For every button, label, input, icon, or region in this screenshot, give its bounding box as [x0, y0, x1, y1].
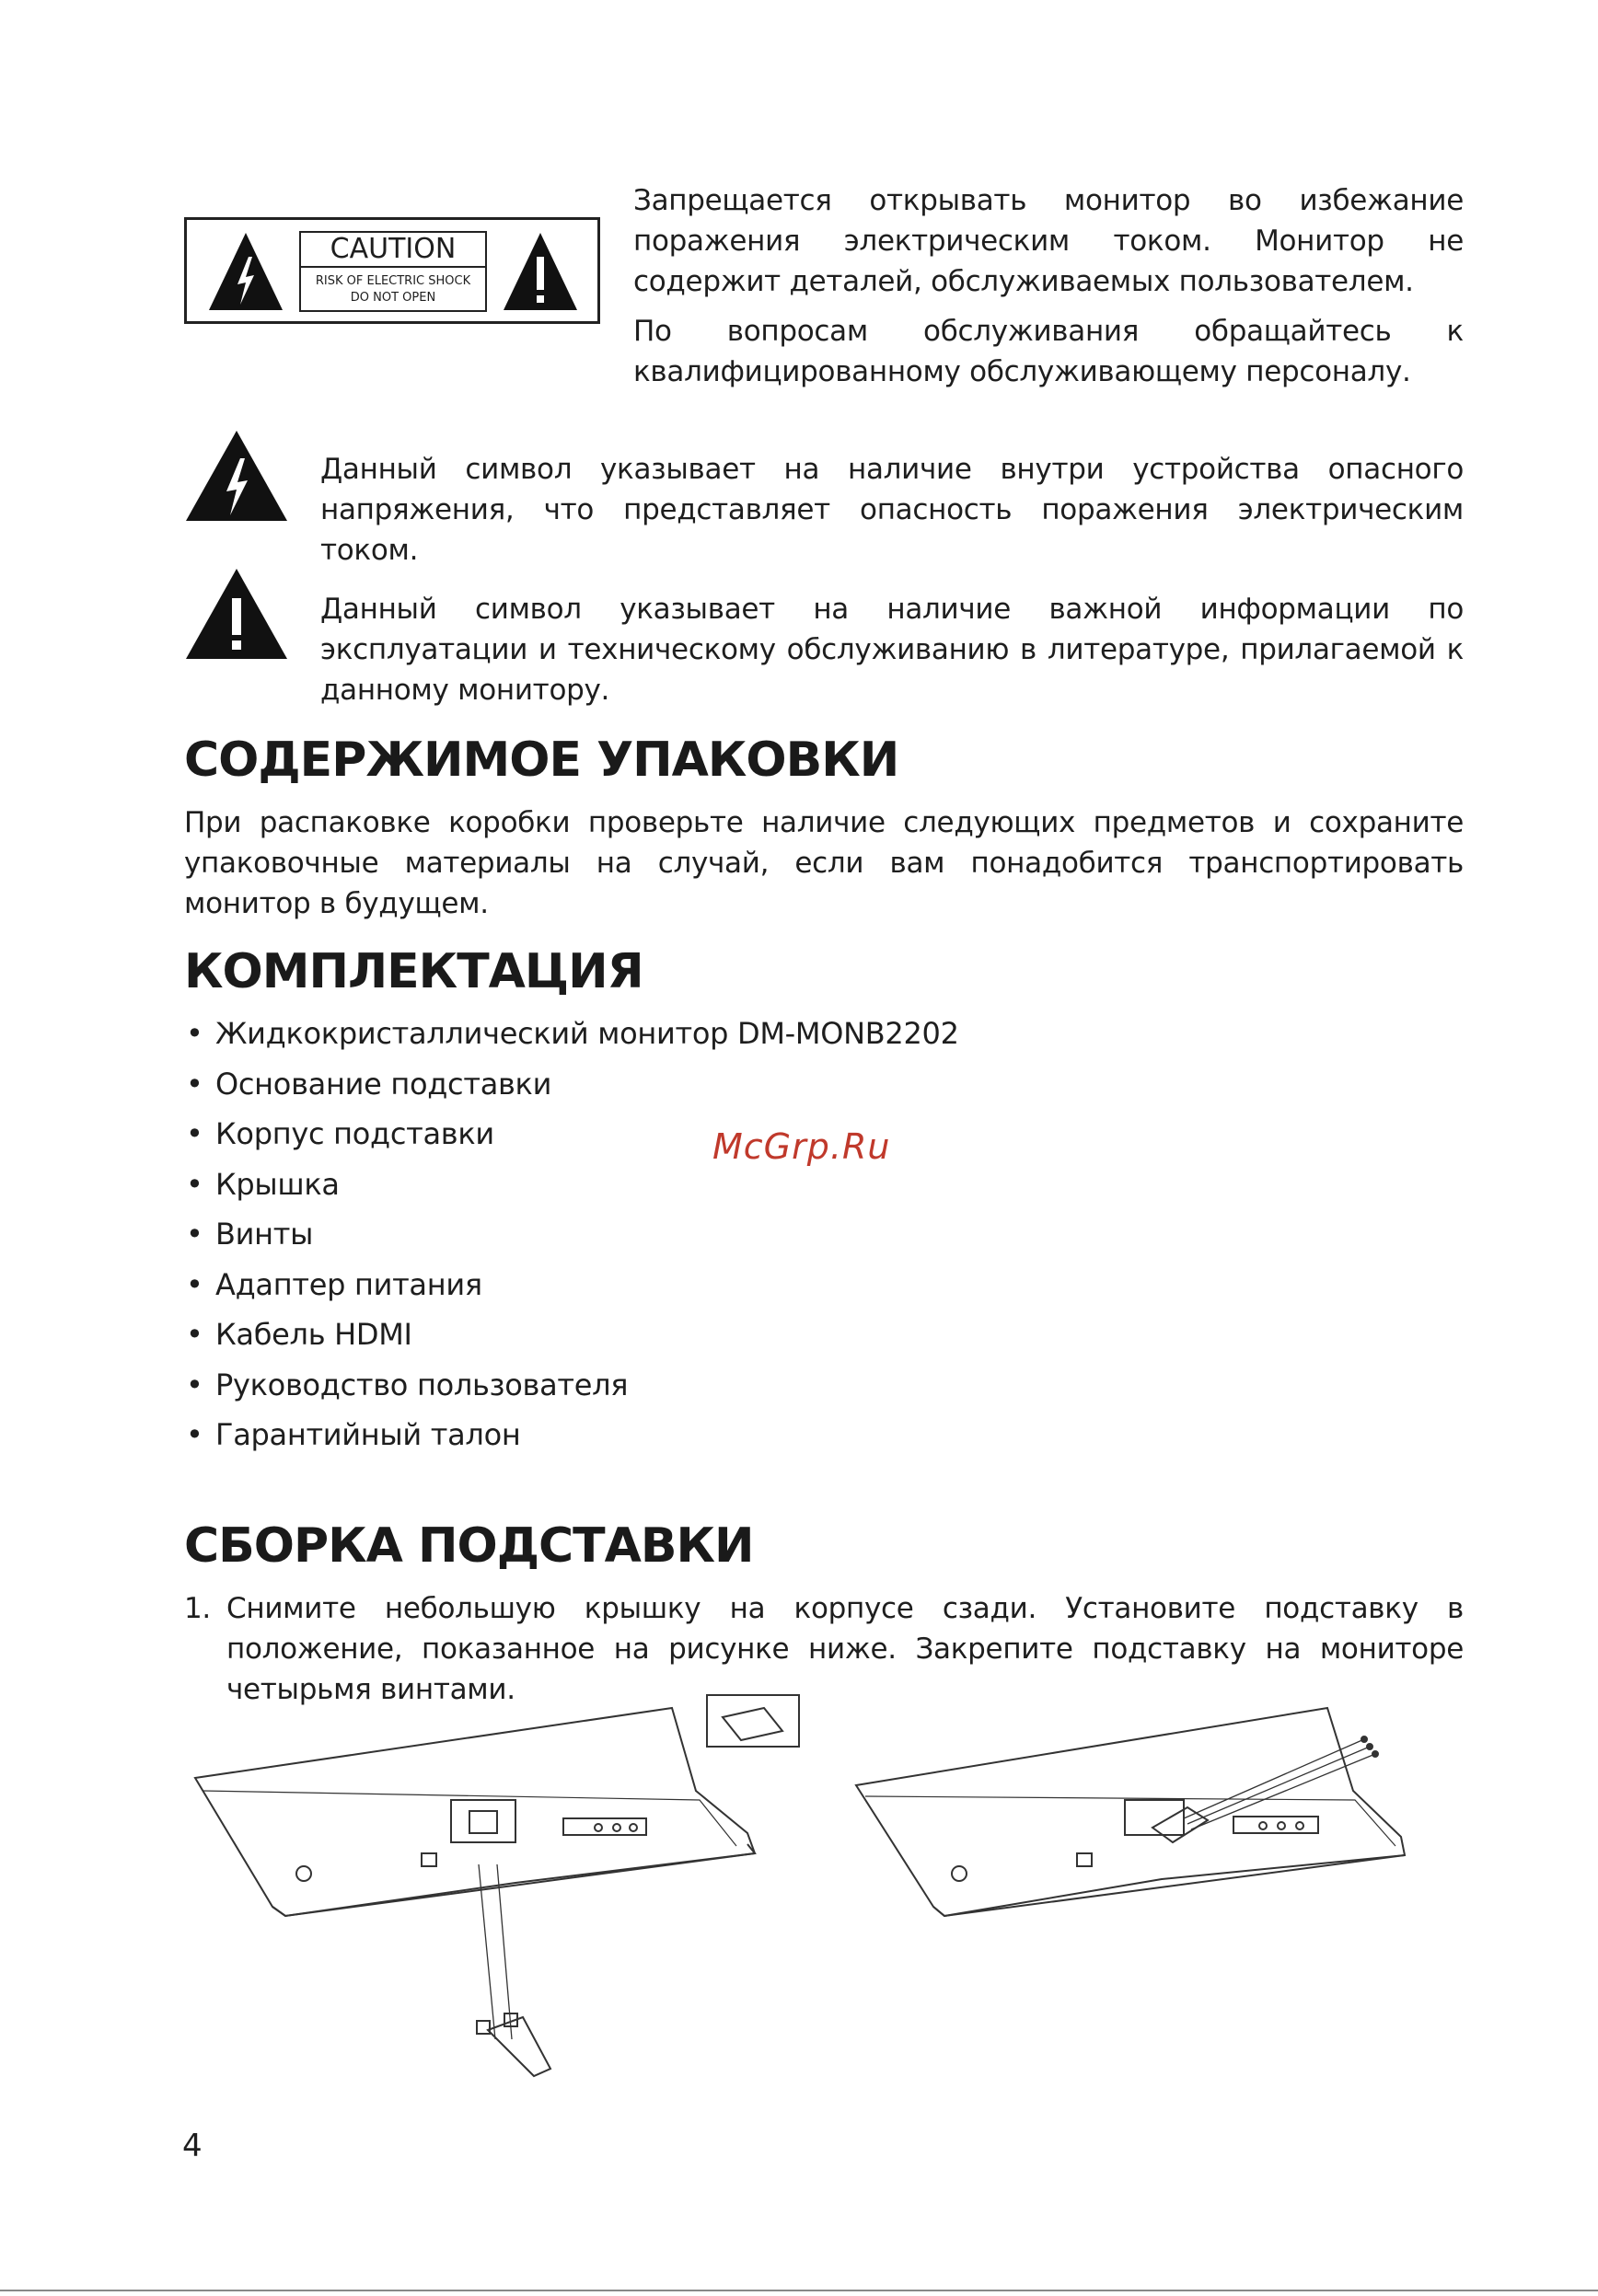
warning-lightning-icon [207, 231, 284, 312]
lightning-warning-icon [184, 429, 289, 523]
step-number: 1. [184, 1592, 211, 1625]
list-item: • Крышка [184, 1160, 1105, 1210]
package-text: При распаковке коробки проверьте наличие следующих предметов и сохраните упаковочные материалы на случай, если вам понадобится транспортировать монитор в будущем. [184, 806, 1464, 920]
step-text: Снимите небольшую крышку на корпусе сзади. Установите подставку в положение, показанное на рисунке ниже. Закрепите подставку на мониторе четырьмя винтами. [226, 1592, 1464, 1706]
assembly-heading: СБОРКА ПОДСТАВКИ [184, 1518, 754, 1574]
intro-paragraph-1: Запрещается открывать монитор во избежание поражения электрическим током. Монитор не содержит деталей, обслуживаемых пользователем. [633, 184, 1464, 298]
list-item: • Гарантийный талон [184, 1410, 1105, 1460]
watermark: McGrp.Ru [712, 1126, 891, 1167]
list-item: • Адаптер питания [184, 1260, 1105, 1310]
package-heading: СОДЕРЖИМОЕ УПАКОВКИ [184, 733, 899, 788]
kit-list [184, 1009, 1105, 1460]
list-item: • Руководство пользователя [184, 1360, 1105, 1411]
footer-divider [0, 2290, 1598, 2291]
list-item: • Кабель HDMI [184, 1310, 1105, 1360]
page-number: 4 [182, 2128, 203, 2164]
list-item: • Корпус подставки [184, 1109, 1105, 1160]
caution-title: CAUTION [301, 233, 485, 268]
caution-text-panel [299, 231, 487, 312]
kit-heading: КОМПЛЕКТАЦИЯ [184, 944, 643, 999]
caution-label-box [184, 217, 600, 324]
list-item: • Основание подставки [184, 1059, 1105, 1110]
monitor-assembled-illustration [849, 1690, 1475, 1920]
caution-line2: DO NOT OPEN [350, 291, 436, 305]
list-item: • Винты [184, 1209, 1105, 1260]
list-item: • Жидкокристаллический монитор DM-MONB2202 [184, 1009, 1105, 1059]
exclamation-warning-icon [184, 567, 289, 661]
intro-text [633, 180, 1464, 392]
caution-line1: RISK OF ELECTRIC SHOCK [315, 274, 471, 288]
intro-paragraph-2: По вопросам обслуживания обращайтесь к квалифицированному обслуживающему персоналу. [633, 315, 1464, 388]
exclamation-symbol-text: Данный символ указывает на наличие важной информации по эксплуатации и техническому обслуживанию в литературе, прилагаемой к данному монитору. [320, 593, 1464, 707]
warning-exclamation-icon [502, 231, 579, 312]
lightning-symbol-text: Данный символ указывает на наличие внутри устройства опасного напряжения, что представляет опасность поражения электрическим током. [320, 453, 1464, 567]
monitor-disassembled-illustration [184, 1690, 847, 2085]
